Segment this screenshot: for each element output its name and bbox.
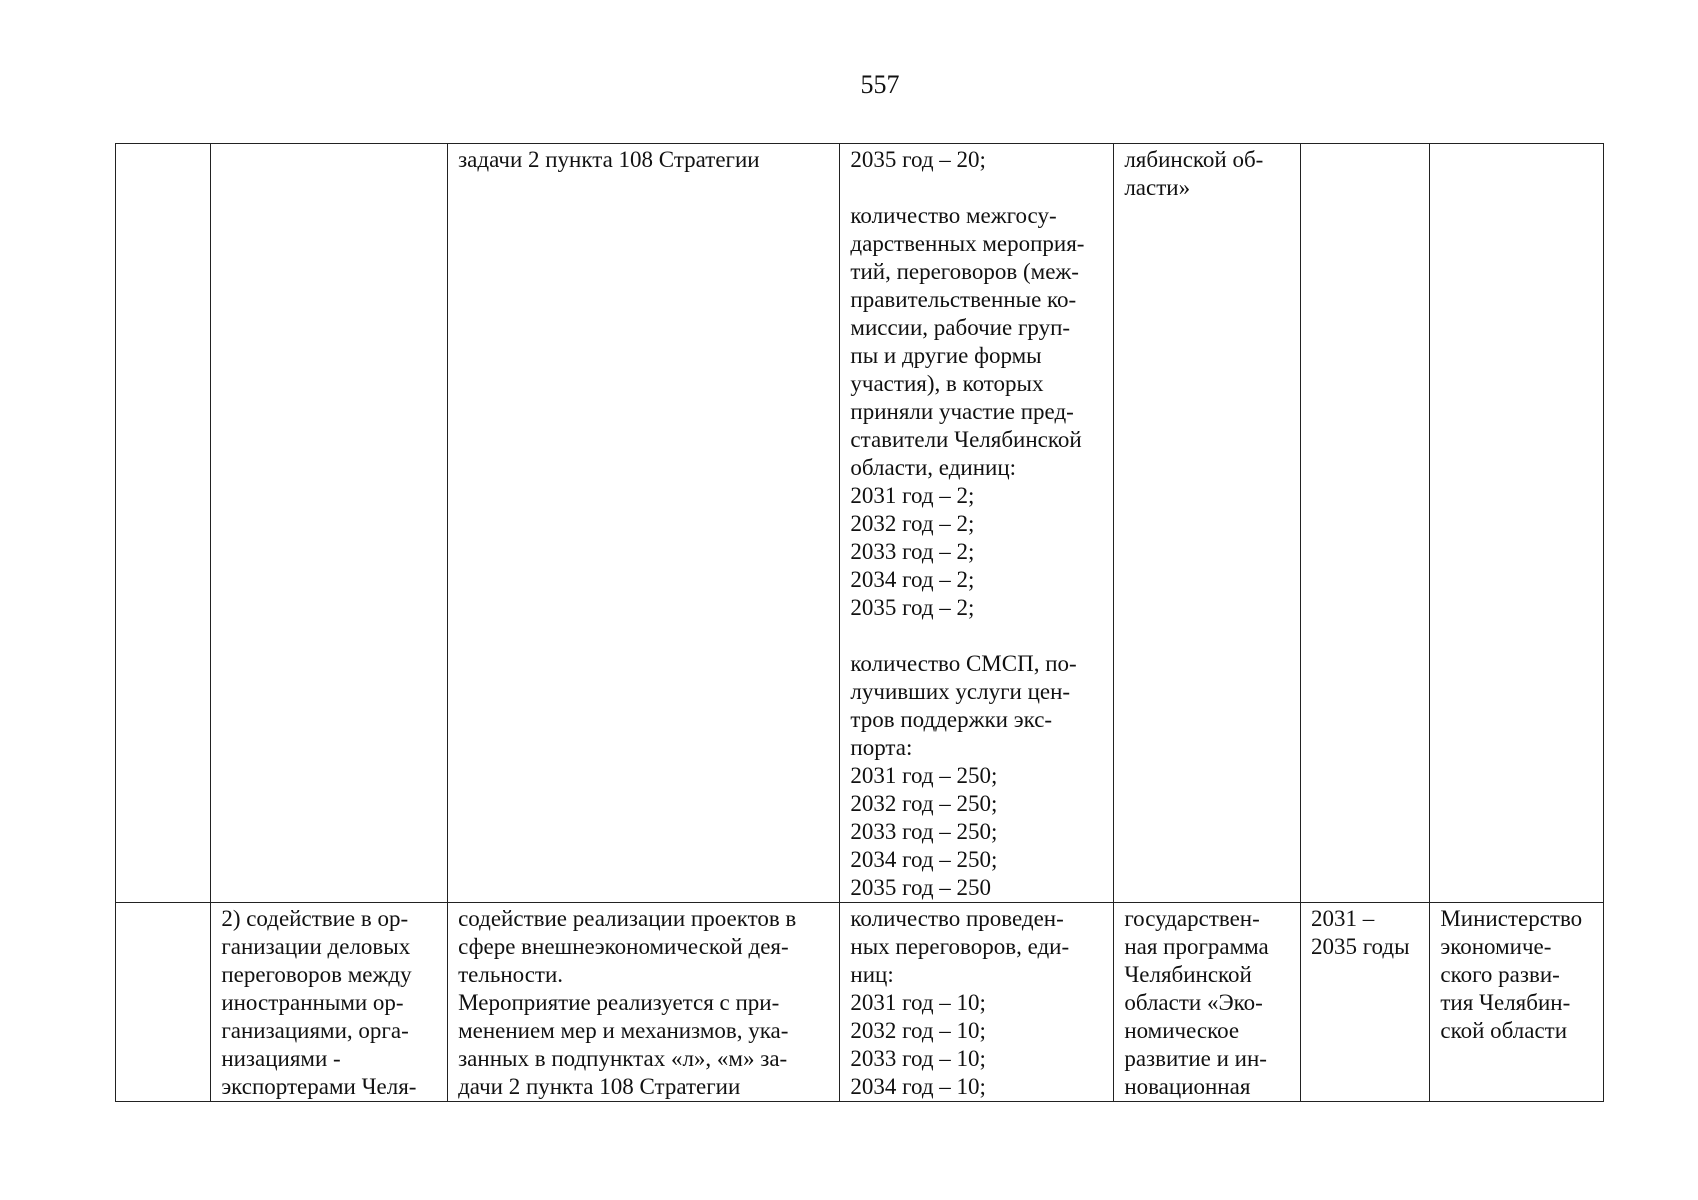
table-cell bbox=[1300, 144, 1429, 903]
table-cell: лябинской об- ласти» bbox=[1114, 144, 1301, 903]
table-cell: 2035 год – 20; количество межгосу- дарственных мероприя- тий, переговоров (меж- правительственные ко- миссии, рабочие груп- пы и другие формы участия), в которых приняли участие пред- ставители Челябинской области, единиц: 2031 год – 2; 2032 год – 2; 2033 год – 2; 2034 год – 2; 2035 год – 2; количество СМСП, по- лучивших услуги цен- тров поддержки экс- порта: 2031 год – 250; 2032 год – 250; 2033 год – 250; 2034 год – 250; 2035 год – 250 bbox=[840, 144, 1114, 903]
page-number: 557 bbox=[860, 70, 900, 99]
table-cell: 2031 – 2035 годы bbox=[1300, 903, 1429, 1102]
table-cell: 2) содействие в ор- ганизации деловых переговоров между иностранными ор- ганизациями, орга- низациями - экспортерами Челя- bbox=[211, 903, 448, 1102]
table-cell: государствен- ная программа Челябинской области «Эко- номическое развитие и ин- новационная bbox=[1114, 903, 1301, 1102]
table-cell: количество проведен- ных переговоров, еди- ниц: 2031 год – 10; 2032 год – 10; 2033 год – 10; 2034 год – 10; bbox=[840, 903, 1114, 1102]
table-cell: содействие реализации проектов в сфере внешнеэкономической дея- тельности. Мероприятие реализуется с при- менением мер и механизмов, ука- занных в подпунктах «л», «м» за- дачи 2 пункта 108 Стратегии bbox=[448, 903, 840, 1102]
table-cell bbox=[116, 903, 211, 1102]
table-cell: Министерство экономиче- ского разви- тия Челябин- ской области bbox=[1430, 903, 1604, 1102]
table-row bbox=[116, 903, 1604, 1102]
table-cell bbox=[1430, 144, 1604, 903]
document-table bbox=[115, 143, 1604, 1102]
table-cell bbox=[116, 144, 211, 903]
table-cell: задачи 2 пункта 108 Стратегии bbox=[448, 144, 840, 903]
table-row bbox=[116, 144, 1604, 903]
table-cell bbox=[211, 144, 448, 903]
